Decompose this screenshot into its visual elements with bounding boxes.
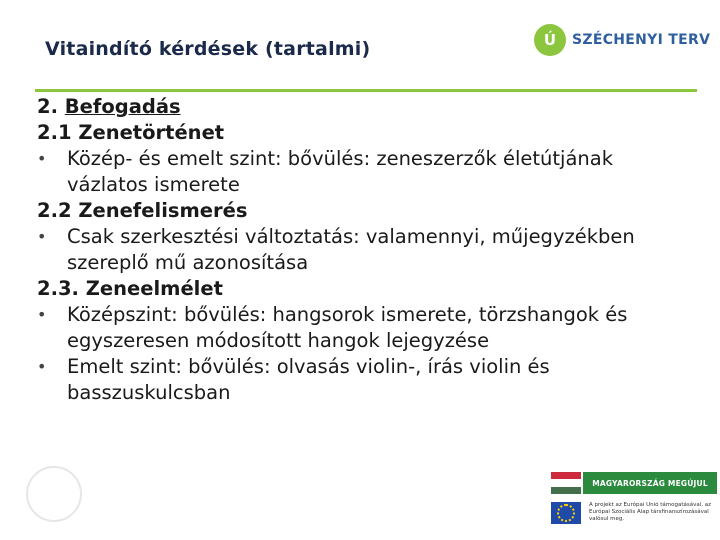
slide-content [37, 94, 697, 406]
hungarian-flag-icon [551, 472, 581, 494]
eu-stars-icon [557, 504, 575, 522]
logo-mark-icon: Ú [534, 24, 566, 56]
section-title: Befogadás [64, 95, 181, 118]
bullet-item: • Középszint: bővülés: hangsorok ismerete, törzshangok és egyszeresen módosított hangok lejegyzése [37, 302, 697, 354]
logo-text: SZÉCHENYI TERV [572, 32, 711, 48]
eu-flag-icon [551, 502, 581, 524]
bullet-item: • Emelt szint: bővülés: olvasás violin-, írás violin és basszuskulcsban [37, 354, 697, 406]
subsection-heading-2-1: 2.1 Zenetörténet [37, 121, 225, 144]
hu-banner: MAGYARORSZÁG MEGÚJUL [583, 472, 717, 494]
subsection-heading-2-3: 2.3. Zeneelmélet [37, 277, 223, 300]
faded-logo-icon [26, 466, 82, 522]
page-title: Vitaindító kérdések (tartalmi) [45, 38, 371, 60]
subsection-heading-2-2: 2.2 Zenefelismerés [37, 199, 248, 222]
section-number: 2. [37, 95, 58, 118]
title-divider [35, 89, 697, 92]
eu-funding-text: A projekt az Európai Unió támogatásával, az Európai Szociális Alap társfinanszírozásával valósul meg. [589, 502, 712, 522]
section-heading-2 [37, 94, 697, 120]
bullet-item: • Közép- és emelt szint: bővülés: zeneszerzők életútjának vázlatos ismerete [37, 146, 697, 198]
szechenyi-terv-logo [534, 20, 710, 60]
bullet-item: • Csak szerkesztési változtatás: valamennyi, műjegyzékben szereplő mű azonosítása [37, 224, 697, 276]
